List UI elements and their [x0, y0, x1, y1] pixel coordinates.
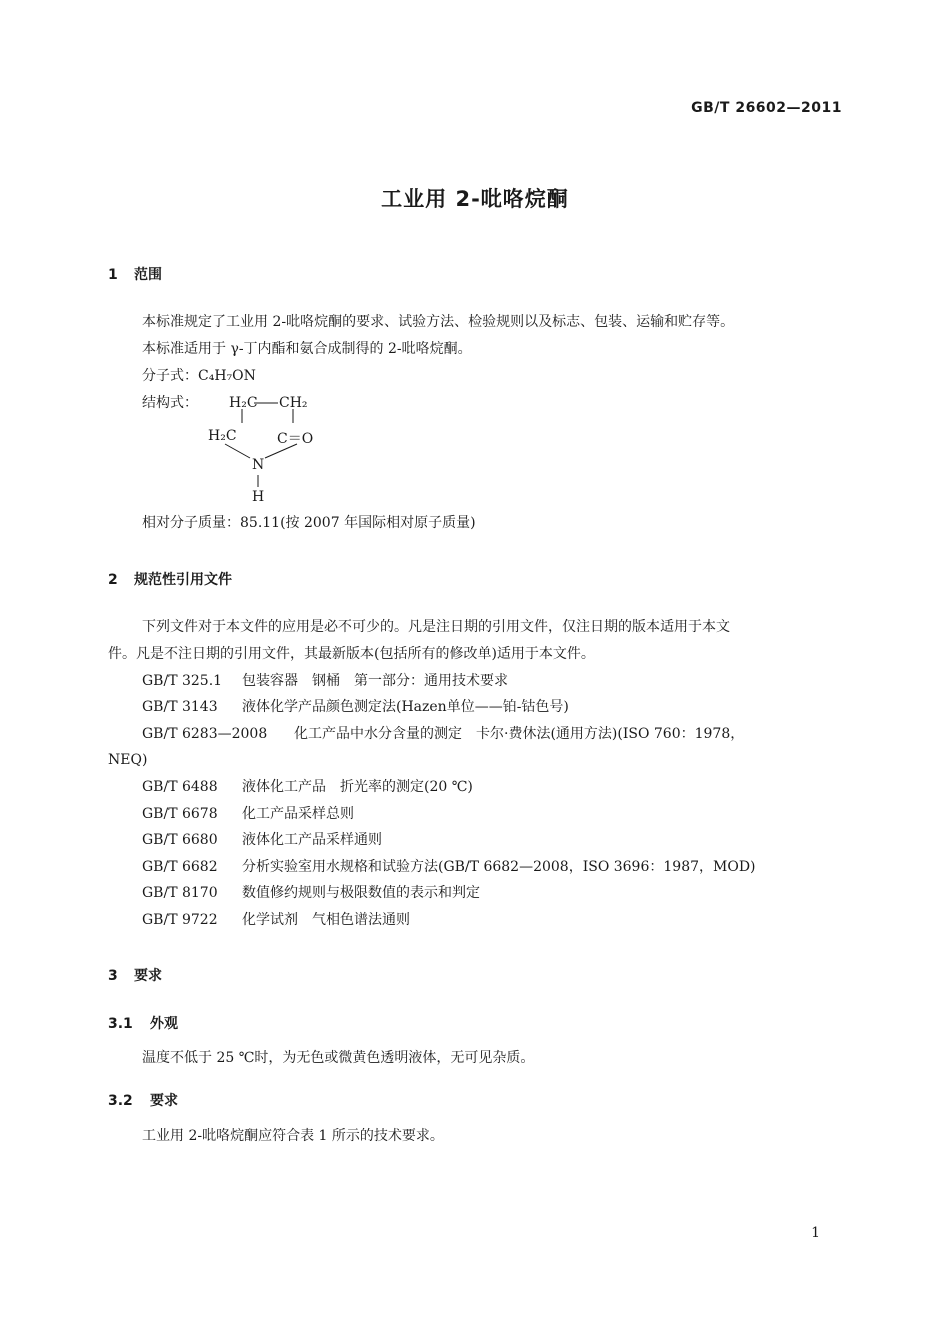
section-2-heading [108, 569, 232, 589]
section-number: 3 [108, 968, 118, 984]
reference-item [142, 674, 508, 688]
section-3-heading [108, 965, 162, 985]
section-3-2-heading [108, 1090, 178, 1110]
section-title: 范围 [134, 267, 162, 283]
reference-item [142, 727, 744, 741]
reference-title: 化工产品采样总则 [242, 806, 354, 822]
reference-title: 液体化工产品采样通则 [242, 832, 382, 848]
formula-label: 分子式： [142, 368, 198, 384]
paragraph: 本标准规定了工业用 2-吡咯烷酮的要求、试验方法、检验规则以及标志、包装、运输和贮存等。 [142, 314, 735, 330]
reference-item [142, 833, 382, 847]
reference-item [142, 860, 756, 874]
reference-item [142, 700, 569, 714]
reference-title: 化学试剂 气相色谱法通则 [242, 912, 410, 928]
section-number: 3.1 [108, 1016, 133, 1032]
structural-formula [205, 392, 335, 510]
atom-nitrogen: N [252, 457, 265, 473]
reference-title: 数值修约规则与极限数值的表示和判定 [242, 885, 480, 901]
document-title: 工业用 2-吡咯烷酮 [381, 187, 569, 211]
reference-title: 化工产品中水分含量的测定 卡尔·费休法(通用方法)(ISO 760：1978， [294, 726, 745, 742]
section-number: 3.2 [108, 1093, 133, 1109]
reference-continuation: NEQ) [108, 752, 148, 768]
reference-code: GB/T 6488 [142, 779, 218, 795]
section-title: 规范性引用文件 [134, 572, 232, 588]
bond-c-n-left [225, 444, 250, 458]
section-3-1-heading [108, 1013, 178, 1033]
reference-code: GB/T 6682 [142, 859, 218, 875]
reference-code: GB/T 8170 [142, 885, 218, 901]
molecular-mass: 相对分子质量：85.11(按 2007 年国际相对原子质量) [142, 515, 476, 531]
reference-code: GB/T 6680 [142, 832, 218, 848]
reference-title: 分析实验室用水规格和试验方法(GB/T 6682—2008，ISO 3696：1987，MOD) [242, 859, 756, 875]
section-title: 要求 [134, 968, 162, 984]
reference-code: GB/T 6678 [142, 806, 218, 822]
reference-code: GB/T 9722 [142, 912, 218, 928]
section-number: 2 [108, 572, 118, 588]
reference-title: 液体化工产品 折光率的测定(20 ℃) [242, 779, 473, 795]
section-title: 要求 [150, 1093, 178, 1109]
reference-code: GB/T 325.1 [142, 673, 223, 689]
section-title: 外观 [150, 1016, 178, 1032]
atom-top-right: CH₂ [279, 395, 308, 411]
reference-code: GB/T 6283—2008 [142, 726, 268, 742]
standard-number: GB/T 26602—2011 [691, 100, 842, 116]
formula-value: C₄H₇ON [198, 368, 256, 384]
paragraph: 工业用 2-吡咯烷酮应符合表 1 所示的技术要求。 [142, 1128, 444, 1144]
reference-item [142, 913, 410, 927]
atom-hydrogen: H [252, 489, 265, 505]
section-number: 1 [108, 267, 118, 283]
reference-item [142, 886, 480, 900]
reference-title: 包装容器 钢桶 第一部分：通用技术要求 [242, 673, 508, 689]
reference-item [142, 807, 354, 821]
atom-mid-left: H₂C [208, 428, 237, 444]
paragraph: 温度不低于 25 ℃时，为无色或微黄色透明液体，无可见杂质。 [142, 1050, 535, 1066]
molecular-formula [142, 369, 256, 383]
reference-title: 液体化学产品颜色测定法(Hazen单位——铂-钴色号) [242, 699, 569, 715]
paragraph-continued: 件。凡是不注日期的引用文件，其最新版本(包括所有的修改单)适用于本文件。 [108, 646, 595, 662]
page-number: 1 [811, 1225, 820, 1241]
section-1-heading [108, 264, 162, 284]
paragraph: 下列文件对于本文件的应用是必不可少的。凡是注日期的引用文件，仅注日期的版本适用于本文 [142, 619, 730, 635]
paragraph: 本标准适用于 γ-丁内酯和氨合成制得的 2-吡咯烷酮。 [142, 341, 472, 357]
atom-top-left: H₂C [229, 395, 258, 411]
reference-code: GB/T 3143 [142, 699, 218, 715]
structure-label: 结构式： [142, 395, 198, 411]
atom-carbonyl: C＝O [277, 431, 314, 447]
structure-bonds [205, 392, 335, 510]
reference-item [142, 780, 473, 794]
